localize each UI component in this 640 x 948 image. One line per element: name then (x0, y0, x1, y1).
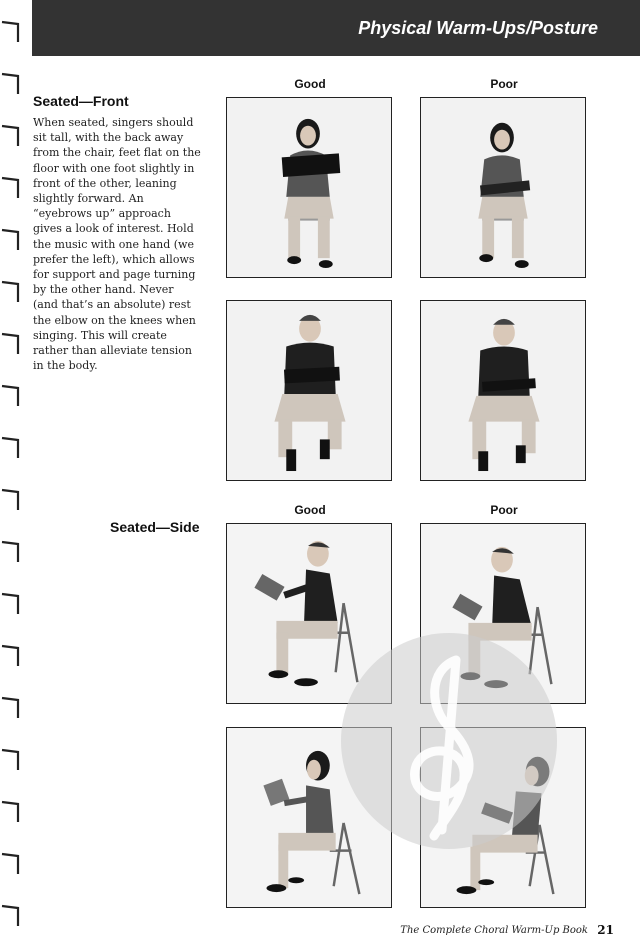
footer-book-title: The Complete Choral Warm-Up Book (400, 925, 588, 936)
binding-ring (2, 178, 18, 198)
page-title: Physical Warm-Ups/Posture (358, 17, 598, 38)
binding-ring (2, 282, 18, 302)
binding-ring (2, 906, 18, 926)
photo-side-good-man (226, 523, 392, 704)
binding-ring (2, 854, 18, 874)
binding-ring (2, 386, 18, 406)
binding-ring (2, 750, 18, 770)
photo-side-good-woman (226, 727, 392, 908)
binding-ring (2, 22, 18, 42)
label-good-side: Good (294, 503, 326, 517)
binding-ring (2, 490, 18, 510)
photo-front-poor-woman (420, 97, 586, 278)
photo-side-poor-woman (420, 727, 586, 908)
label-poor-side: Poor (490, 503, 518, 517)
seated-front-description: When seated, singers should sit tall, with the back away from the chair, feet flat on the floor with one foot slightly in front of the other, leaning slightly forward. An “eyebrows up” approach gives a look of interest. Hold the music with one hand (we prefer the left), which allows for support and page turning by the other hand. Never (and that’s an absolute) rest the elbow on the knees when singing. This will create rather than alleviate tension in the body. (33, 116, 201, 373)
heading-seated-front: Seated—Front (33, 93, 129, 109)
binding-ring (2, 230, 18, 250)
binding-ring (2, 438, 18, 458)
header-bar (32, 0, 640, 56)
binding-ring (2, 646, 18, 666)
binding-ring (2, 698, 18, 718)
page-number: 21 (597, 923, 614, 937)
label-poor-front: Poor (490, 77, 518, 91)
binding-ring (2, 542, 18, 562)
binding-ring (2, 74, 18, 94)
photo-side-poor-man (420, 523, 586, 704)
binding-ring (2, 802, 18, 822)
photo-front-poor-man (420, 300, 586, 481)
photo-front-good-man (226, 300, 392, 481)
heading-seated-side: Seated—Side (110, 519, 200, 535)
binding-ring (2, 594, 18, 614)
binding-ring (2, 334, 18, 354)
binding-ring (2, 126, 18, 146)
label-good-front: Good (294, 77, 326, 91)
photo-front-good-woman (226, 97, 392, 278)
spiral-binding (0, 0, 26, 948)
